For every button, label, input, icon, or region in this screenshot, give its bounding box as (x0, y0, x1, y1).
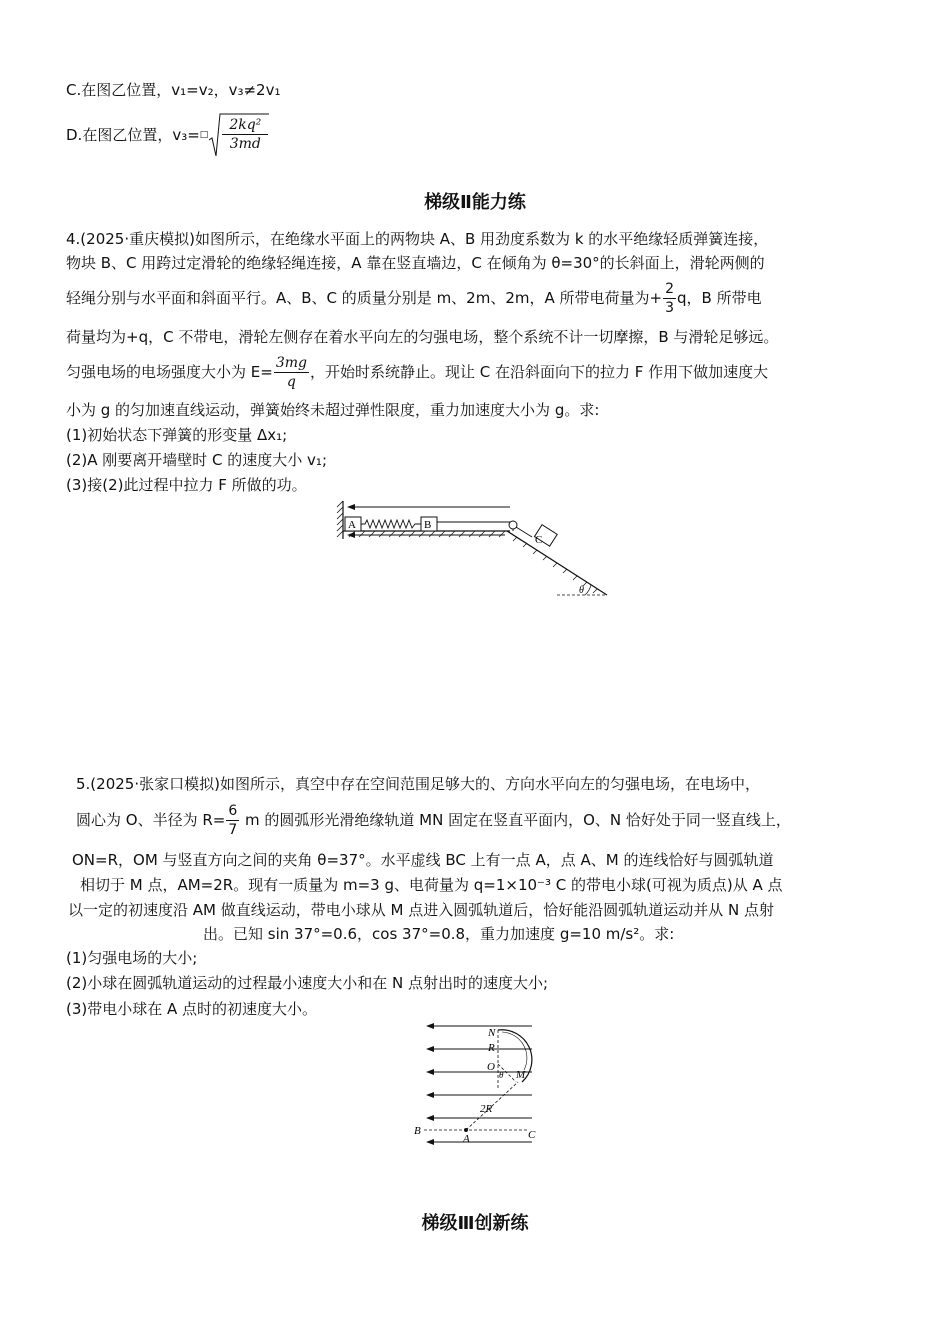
q4-line-2: 物块 B、C 用跨过定滑轮的绝缘轻绳连接，A 靠在竖直墙边，C 在倾角为 θ=30°的长斜面上，滑轮两侧的 (66, 254, 765, 272)
q3-option-c-prefix: C.在图乙位置， (66, 81, 172, 99)
q4-diagram (335, 497, 615, 601)
q4-sub-2: (2)A 刚要离开墙壁时 C 的速度大小 v₁; (66, 451, 327, 469)
section-3-title: 梯级Ⅲ创新练 (421, 1213, 529, 1234)
label-o: O (487, 1061, 495, 1073)
q5-sub-1: (1)匀强电场的大小; (66, 949, 198, 967)
label-a: A (463, 1133, 470, 1145)
sqrt-numerator: 2kq² (222, 116, 268, 135)
point-a (464, 1128, 468, 1132)
label-c: C (528, 1129, 536, 1141)
section-2-title: 梯级Ⅱ能力练 (424, 192, 526, 213)
q3-option-d-prefix: D.在图乙位置，v₃= (66, 126, 200, 144)
block-a-label: A (348, 519, 356, 531)
block-c-label: C (535, 534, 543, 546)
label-r: R (488, 1042, 495, 1054)
q4-line-5b: ，开始时系统静止。现让 C 在沿斜面向下的拉力 F 作用下做加速度大 (309, 363, 769, 381)
q5-line-4: 相切于 M 点，AM=2R。现有一质量为 m=3 g、电荷量为 q=1×10⁻³ C 的带电小球(可视为质点)从 A 点 (80, 876, 783, 894)
rope-incline (516, 527, 532, 537)
sqrt-denominator: 3md (229, 136, 261, 152)
q4-line-3 (66, 278, 762, 318)
q5-line-5: 以一定的初速度沿 AM 做直线运动，带电小球从 M 点进入圆弧轨道后，恰好能沿圆弧轨道运动并从 N 点射 (68, 901, 774, 919)
fraction-numerator: 3mg (275, 355, 307, 371)
block-b-label: B (424, 519, 432, 531)
label-n: N (488, 1027, 496, 1039)
q5-line-6: 出。已知 sin 37°=0.6，cos 37°=0.8，重力加速度 g=10 m/s²。求: (203, 925, 675, 943)
q3-option-c (66, 80, 281, 100)
label-m: M (516, 1069, 526, 1081)
q5-line-2a: 圆心为 O、半径为 R= (76, 811, 226, 829)
q4-line-1: 4.(2025·重庆模拟)如图所示，在绝缘水平面上的两物块 A、B 用劲度系数为 k 的水平绝缘轻质弹簧连接， (66, 230, 769, 248)
fraction-denominator: q (286, 374, 296, 390)
q3-option-c-equation: v₁=v₂，v₃≠2v₁ (171, 81, 281, 99)
fraction-field-strength (274, 354, 309, 391)
fraction-two-thirds (663, 280, 676, 317)
spring (361, 520, 421, 528)
label-b: B (414, 1125, 421, 1137)
label-2r: 2R (480, 1103, 493, 1115)
q5-diagram (410, 1020, 545, 1152)
q5-sub-3: (3)带电小球在 A 点时的初速度大小。 (66, 1000, 318, 1018)
fraction-numerator: 6 (228, 803, 238, 819)
q4-sub-3: (3)接(2)此过程中拉力 F 所做的功。 (66, 476, 307, 494)
q4-sub-1: (1)初始状态下弹簧的形变量 Δx₁; (66, 426, 288, 444)
label-theta: θ (499, 1070, 504, 1080)
q4-line-5 (66, 352, 768, 392)
q5-line-2b: m 的圆弧形光滑绝缘轨道 MN 固定在竖直平面内，O、N 恰好处于同一竖直线上， (240, 811, 791, 829)
q5-sub-2: (2)小球在圆弧轨道运动的过程最小速度大小和在 N 点射出时的速度大小; (66, 974, 549, 992)
fraction-denominator: 3 (665, 300, 675, 316)
sqrt-icon (208, 112, 270, 158)
pulley (509, 521, 517, 529)
q3-option-d-box: □ (199, 130, 209, 140)
q5-line-2 (76, 800, 791, 840)
q4-line-3b: q，B 所带电 (677, 289, 762, 307)
q4-line-4: 荷量均为+q，C 不带电，滑轮左侧存在着水平向左的匀强电场，整个系统不计一切摩擦，B 与滑轮足够远。 (66, 328, 779, 346)
angle-theta-label: θ (579, 585, 584, 596)
q5-line-3: ON=R，OM 与竖直方向之间的夹角 θ=37°。水平虚线 BC 上有一点 A，点 A、M 的连线恰好与圆弧轨道 (72, 851, 774, 869)
q3-option-d (66, 112, 270, 162)
q4-line-5a: 匀强电场的电场强度大小为 E= (66, 363, 273, 381)
fraction-numerator: 2 (665, 281, 675, 297)
q4-line-3a: 轻绳分别与水平面和斜面平行。A、B、C 的质量分别是 m、2m、2m，A 所带电荷量为+ (66, 289, 663, 307)
q4-line-6: 小为 g 的匀加速直线运动，弹簧始终未超过弹性限度，重力加速度大小为 g。求: (66, 401, 600, 419)
q5-line-1: 5.(2025·张家口模拟)如图所示，真空中存在空间范围足够大的、方向水平向左的匀强电场，在电场中， (76, 775, 760, 793)
fraction-denominator: 7 (228, 822, 238, 838)
fraction-radius (226, 802, 239, 839)
